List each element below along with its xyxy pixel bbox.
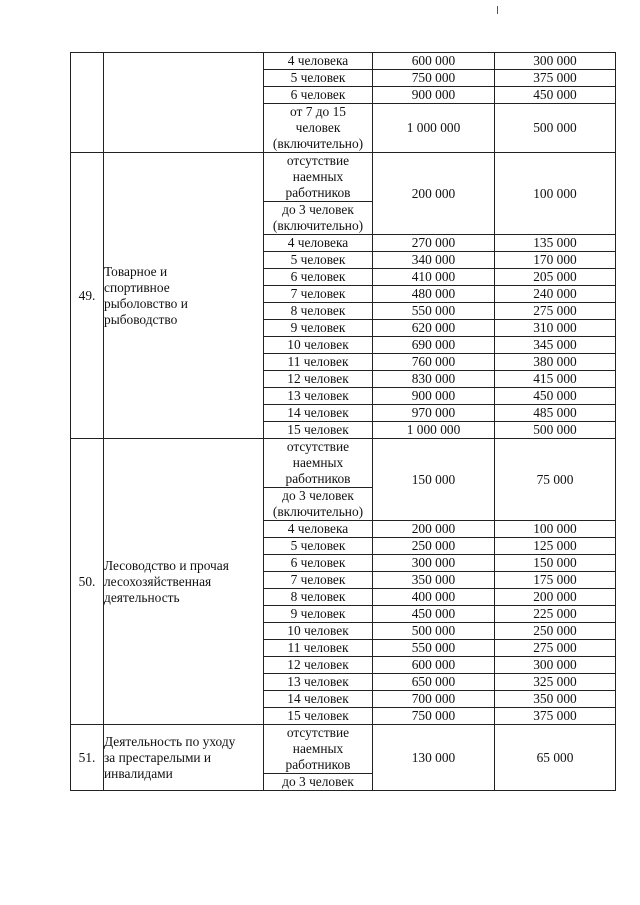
half-amount: 300 000 [495,53,616,70]
half-amount: 325 000 [495,674,616,691]
half-amount: 65 000 [495,725,616,791]
half-amount: 415 000 [495,371,616,388]
activity-name: Деятельность по уходу за престарелыми и инвалидами [104,725,264,791]
half-amount: 485 000 [495,405,616,422]
employee-count: 6 человек [264,555,373,572]
half-amount: 500 000 [495,422,616,439]
income-amount: 900 000 [373,87,495,104]
income-amount: 270 000 [373,235,495,252]
income-amount: 650 000 [373,674,495,691]
employee-count: 12 человек [264,657,373,674]
half-amount: 300 000 [495,657,616,674]
half-amount: 345 000 [495,337,616,354]
employee-count: 5 человек [264,252,373,269]
employee-count: 5 человек [264,538,373,555]
tax-rate-table [70,52,616,791]
income-amount: 550 000 [373,303,495,320]
half-amount: 200 000 [495,589,616,606]
income-amount: 900 000 [373,388,495,405]
half-amount: 275 000 [495,303,616,320]
half-amount: 150 000 [495,555,616,572]
employee-count: 13 человек [264,674,373,691]
table-row [71,725,616,774]
income-amount: 830 000 [373,371,495,388]
half-amount: 240 000 [495,286,616,303]
employee-count: 10 человек [264,337,373,354]
employee-count: 4 человека [264,521,373,538]
income-amount: 130 000 [373,725,495,791]
half-amount: 500 000 [495,104,616,153]
table-row [71,53,616,70]
income-amount: 1 000 000 [373,104,495,153]
employee-count: 8 человек [264,589,373,606]
employee-count: от 7 до 15 человек (включительно) [264,104,373,153]
income-amount: 200 000 [373,153,495,235]
table-row [71,439,616,488]
half-amount: 450 000 [495,87,616,104]
half-amount: 275 000 [495,640,616,657]
income-amount: 620 000 [373,320,495,337]
half-amount: 250 000 [495,623,616,640]
employee-count: до 3 человек [264,774,373,791]
employee-count: 14 человек [264,405,373,422]
employee-count: 8 человек [264,303,373,320]
income-amount: 480 000 [373,286,495,303]
income-amount: 550 000 [373,640,495,657]
income-amount: 760 000 [373,354,495,371]
income-amount: 410 000 [373,269,495,286]
income-amount: 690 000 [373,337,495,354]
half-amount: 170 000 [495,252,616,269]
income-amount: 700 000 [373,691,495,708]
employee-count: 12 человек [264,371,373,388]
employee-count: 7 человек [264,572,373,589]
employee-count: 7 человек [264,286,373,303]
row-number: 50. [71,439,104,725]
employee-count: 5 человек [264,70,373,87]
employee-count: 6 человек [264,269,373,286]
half-amount: 450 000 [495,388,616,405]
income-amount: 1 000 000 [373,422,495,439]
income-amount: 750 000 [373,708,495,725]
employee-count: 9 человек [264,320,373,337]
activity-name: Лесоводство и прочая лесохозяйственная деятельность [104,439,264,725]
income-amount: 200 000 [373,521,495,538]
activity-name: Товарное и спортивное рыболовство и рыбоводство [104,153,264,439]
half-amount: 75 000 [495,439,616,521]
income-amount: 300 000 [373,555,495,572]
half-amount: 100 000 [495,153,616,235]
activity-name [104,53,264,153]
employee-count: отсутствие наемных работников [264,153,373,202]
table-body [71,53,616,791]
page-mark [497,6,498,14]
income-amount: 450 000 [373,606,495,623]
income-amount: 340 000 [373,252,495,269]
income-amount: 600 000 [373,53,495,70]
half-amount: 350 000 [495,691,616,708]
row-number: 49. [71,153,104,439]
half-amount: 125 000 [495,538,616,555]
employee-count: 15 человек [264,708,373,725]
employee-count: 4 человека [264,53,373,70]
half-amount: 380 000 [495,354,616,371]
employee-count: 4 человека [264,235,373,252]
row-number [71,53,104,153]
table-row [71,153,616,202]
income-amount: 350 000 [373,572,495,589]
employee-count: 13 человек [264,388,373,405]
half-amount: 375 000 [495,708,616,725]
employee-count: до 3 человек (включительно) [264,488,373,521]
employee-count: отсутствие наемных работников [264,439,373,488]
half-amount: 175 000 [495,572,616,589]
income-amount: 150 000 [373,439,495,521]
half-amount: 100 000 [495,521,616,538]
employee-count: до 3 человек (включительно) [264,202,373,235]
income-amount: 970 000 [373,405,495,422]
half-amount: 135 000 [495,235,616,252]
employee-count: 11 человек [264,354,373,371]
employee-count: 14 человек [264,691,373,708]
income-amount: 600 000 [373,657,495,674]
half-amount: 375 000 [495,70,616,87]
income-amount: 750 000 [373,70,495,87]
income-amount: 500 000 [373,623,495,640]
income-amount: 250 000 [373,538,495,555]
employee-count: 10 человек [264,623,373,640]
employee-count: 11 человек [264,640,373,657]
employee-count: отсутствие наемных работников [264,725,373,774]
row-number: 51. [71,725,104,791]
employee-count: 9 человек [264,606,373,623]
half-amount: 225 000 [495,606,616,623]
income-amount: 400 000 [373,589,495,606]
employee-count: 15 человек [264,422,373,439]
employee-count: 6 человек [264,87,373,104]
half-amount: 310 000 [495,320,616,337]
half-amount: 205 000 [495,269,616,286]
